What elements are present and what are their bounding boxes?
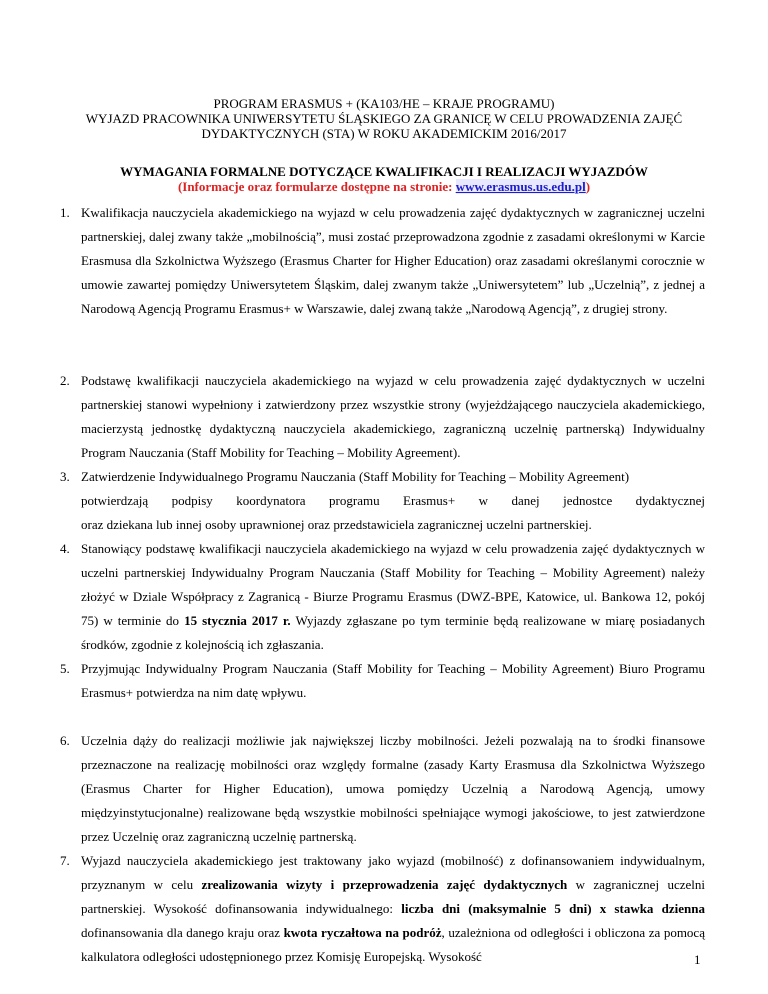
list-item-3: [60, 465, 705, 537]
trip-title-line-1: WYJAZD PRACOWNIKA UNIWERSYTETU ŚLĄSKIEGO ZA GRANICĘ W CELU PROWADZENIA ZAJĘĆ: [85, 111, 683, 126]
info-note-suffix: ): [585, 179, 591, 194]
list-item-number: 3.: [60, 469, 70, 484]
list-item-2: [60, 369, 705, 465]
list-item-number: 7.: [60, 853, 70, 868]
deadline-date: 15 stycznia 2017 r.: [184, 613, 291, 628]
requirements-title: WYMAGANIA FORMALNE DOTYCZĄCE KWALIFIKACJI I REALIZACJI WYJAZDÓW: [120, 164, 648, 179]
list-item-1: [60, 201, 705, 321]
purpose-emphasis: zrealizowania wizyty i przeprowadzenia zajęć dydaktycznych: [201, 877, 568, 892]
list-item-line: Zatwierdzenie Indywidualnego Programu Nauczania (Staff Mobility for Teaching – Mobility Agreement): [81, 469, 630, 484]
list-item-text-part: Wyjazdy zgłaszane po tym terminie będą realizowane w miarę posiadanych środków, zgodnie z kolejnością ich zgłaszania.: [81, 613, 705, 652]
list-item-text: Przyjmując Indywidualny Program Nauczania (Staff Mobility for Teaching – Mobility Agreement) Biuro Programu Erasmus+ potwierdza na nim datę wpływu.: [81, 661, 705, 700]
travel-lump-sum-emphasis: kwota ryczałtowa na podróż: [283, 925, 442, 940]
list-item-text-part: dofinansowania dla danego kraju oraz: [81, 925, 284, 940]
list-item-text-part: , uzależniona od odległości i obliczona za pomocą kalkulatora odległości udostępnionego przez Komisję Europejską. Wysokość: [81, 925, 705, 964]
list-item-number: 1.: [60, 205, 70, 220]
list-item-4: [60, 537, 705, 657]
program-title: PROGRAM ERASMUS + (KA103/HE – KRAJE PROGRAMU): [213, 96, 555, 111]
list-item-text: Kwalifikacja nauczyciela akademickiego na wyjazd w celu prowadzenia zajęć dydaktycznych w zagranicznej uczelni partnerskiej, dalej zwany także „mobilnością”, musi zostać przeprowadzona zgodnie z zasadami określonymi w Karcie Erasmusa dla Szkolnictwa Wyższego (Erasmus Charter for Higher Education) oraz zasadami określanymi corocznie w umowie zawartej pomiędzy Uniwersytetem Śląskim, dalej zwanym także „Uniwersytetem” lub „Uczelnią”, z jednej a Narodową Agencją Programu Erasmus+ w Warszawie, dalej zwaną także „Narodową Agencją”, z drugiej strony.: [81, 205, 705, 316]
document-header: [60, 96, 708, 141]
list-item-7: [60, 849, 705, 964]
list-item-text-part: Stanowiący podstawę kwalifikacji nauczyciela akademickiego na wyjazd w celu prowadzenia zajęć dydaktycznych w uczelni partnerskiej Indywidualny Program Nauczania (Staff Mobility for Teaching – Mobility Agreement) należy złożyć w Dziale Współpracy z Zagranicą - Biurze Programu Erasmus (DWZ-BPE, Katowice, ul. Bankowa 12, pokój 75) w terminie do: [81, 541, 705, 628]
list-item-number: 2.: [60, 373, 70, 388]
list-item-6: [60, 729, 705, 849]
list-item-text: [81, 849, 705, 969]
info-note: [60, 179, 708, 194]
list-item-text: [81, 537, 705, 657]
trip-title-line-2: DYDAKTYCZNYCH (STA) W ROKU AKADEMICKIM 2016/2017: [201, 126, 567, 141]
list-item-line: oraz dziekana lub innej osoby uprawnionej oraz przedstawiciela zagranicznej uczelni partnerskiej.: [81, 517, 592, 532]
info-note-prefix: (Informacje oraz formularze dostępne na stronie:: [177, 179, 456, 194]
daily-rate-emphasis: liczba dni (maksymalnie 5 dni) x stawka dzienna: [401, 901, 705, 916]
list-item-text-part: w zagranicznej uczelni partnerskiej. Wysokość dofinansowania indywidualnego:: [81, 877, 705, 916]
list-item-number: 4.: [60, 541, 70, 556]
list-item-text: Podstawę kwalifikacji nauczyciela akademickiego na wyjazd w celu prowadzenia zajęć dydaktycznych w uczelni partnerskiej stanowi wypełniony i zatwierdzony przez wszystkie strony (wyjeżdżającego nauczyciela akademickiego, macierzystą jednostkę dydaktyczną nauczyciela akademickiego, zagraniczną uczelnię partnerską) Indywidualny Program Nauczania (Staff Mobility for Teaching – Mobility Agreement).: [81, 373, 705, 460]
list-item-text: Uczelnia dąży do realizacji możliwie jak największej liczby mobilności. Jeżeli pozwalają na to środki finansowe przeznaczone na realizację mobilności oraz względy formalne (zasady Karty Erasmusa dla Szkolnictwa Wyższego (Erasmus Charter for Higher Education), umowa pomiędzy Uczelnią a Narodową Agencją, umowy międzyinstytucjonalne) realizowane będą wszystkie mobilności spełniające wymogi jakościowe, to jest zatwierdzone przez Uczelnię oraz zagraniczną uczelnię partnerską.: [81, 733, 705, 844]
list-item-line: potwierdzają podpisy koordynatora programu Erasmus+ w danej jednostce dydaktycznej: [81, 493, 705, 508]
list-item-number: 6.: [60, 733, 70, 748]
section-heading: [60, 164, 708, 194]
erasmus-website-link[interactable]: www.erasmus.us.edu.pl: [455, 179, 586, 194]
page-number: 1: [694, 952, 701, 967]
list-item-number: 5.: [60, 661, 70, 676]
list-item-text-part: Wyjazd nauczyciela akademickiego jest traktowany jako wyjazd (mobilność) z dofinansowaniem indywidualnym, przyznanym w celu: [81, 853, 705, 892]
list-item-5: [60, 657, 705, 705]
